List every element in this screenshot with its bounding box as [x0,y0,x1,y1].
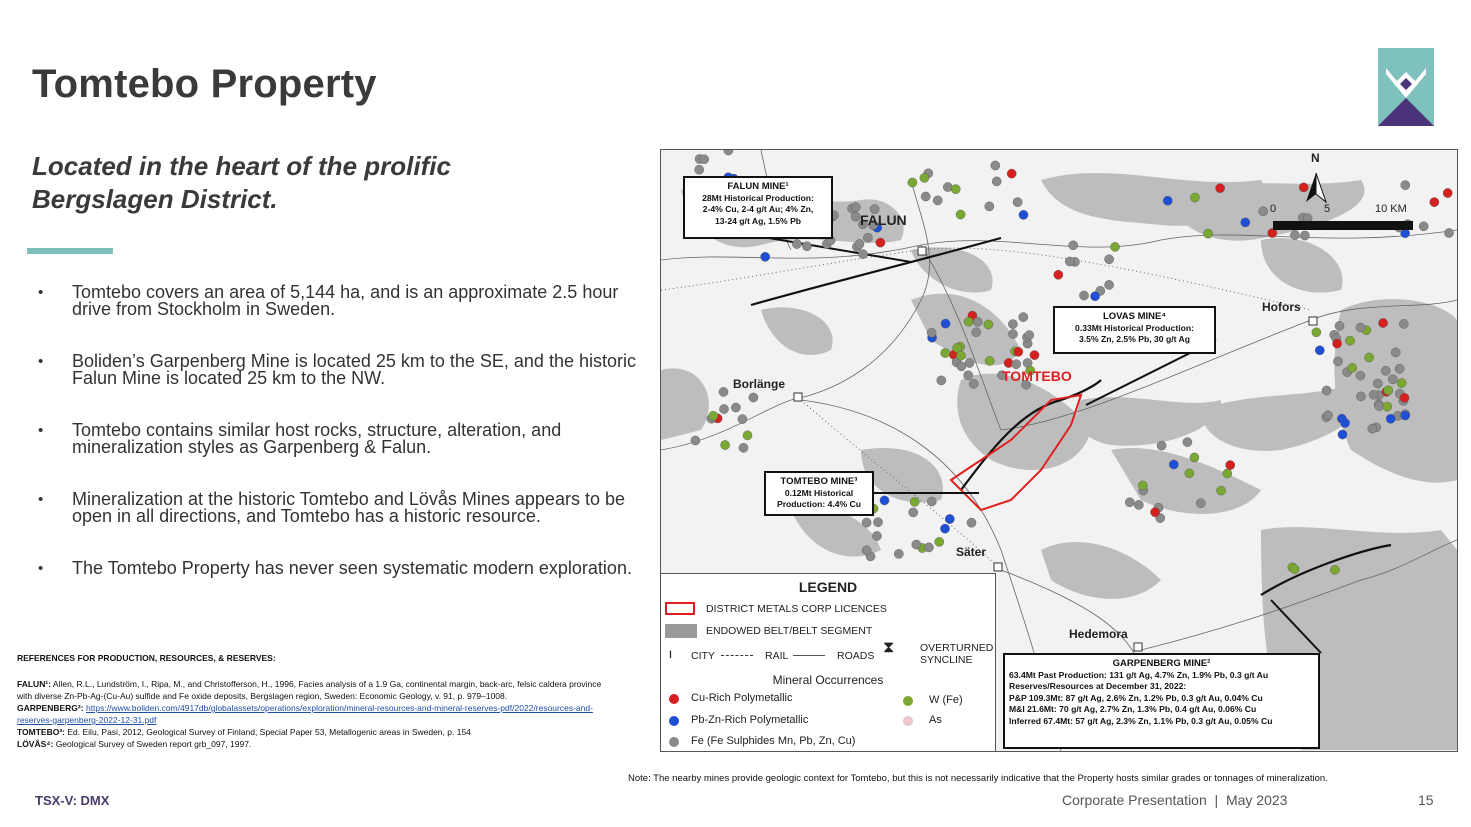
scale-five: 5 [1324,203,1331,215]
page-subtitle: Located in the heart of the prolific Bergslagen District. [32,151,451,214]
occurrence-dot [992,177,1001,186]
occurrence-dot [1190,193,1199,202]
occurrence-dot [941,319,950,328]
occurrence-dot [691,436,700,445]
occurrence-dot [964,371,973,380]
belt-swatch [665,624,697,638]
occurrence-dot [719,404,728,413]
occurrence-dot [1216,184,1225,193]
occurrence-dot [1007,169,1016,178]
occurrence-dot [1444,228,1453,237]
occurrence-dot [1369,390,1378,399]
occurrence-dot [1365,353,1374,362]
garpenberg-reference-link[interactable]: https://www.boliden.com/4917db/globalassets/operations/exploration/mineral-resources-and-mineral-reserves-pdf/2022/resources-and-reserves-garpenberg-2022-12-31.pdf [17,703,593,725]
occurrence-dot [943,182,952,191]
occurrence-dot [1008,320,1017,329]
occurrence-dot [1196,499,1205,508]
place-hofors: Hofors [1262,300,1301,314]
occurrence-dot [1151,508,1160,517]
occurrence-dot [1054,270,1063,279]
occurrence-dot [956,351,965,360]
company-logo-icon [1378,48,1434,126]
place-tomtebo: TOMTEBO [1002,368,1072,384]
occurrence-dot [1226,461,1235,470]
occurrence-dot [743,431,752,440]
occurrence-dot [1300,231,1309,240]
occurrence-dot [695,165,704,174]
bullet-item: • Tomtebo covers an area of 5,144 ha, and is an approximate 2.5 hour drive from Stockholm in Sweden. [38,282,619,319]
occurrence-dot [862,546,871,555]
occurrence-dot [1157,441,1166,450]
occurrence-dot [731,403,740,412]
occurrence-dot [1399,319,1408,328]
occurrence-dot [1217,486,1226,495]
occurrence-dot [724,150,733,155]
occurrence-dot [1290,230,1299,239]
occurrence-dot [862,518,871,527]
as-occurrence-swatch [903,716,913,726]
occurrence-dot [1134,500,1143,509]
occurrence-dot [1138,481,1147,490]
occurrence-dot [1125,498,1134,507]
disclaimer-note: Note: The nearby mines provide geologic context for Tomtebo, but this is not necessarily indicative that the Property hosts similar grades or tonnages of mineralization. [628,773,1328,784]
occurrence-dot [1204,229,1213,238]
occurrence-dot [1400,393,1409,402]
occurrence-dot [933,196,942,205]
occurrence-dot [1190,453,1199,462]
map-legend: LEGEND DISTRICT METALS CORP LICENCES ENDOWED BELT/BELT SEGMENT ǀ CITY RAIL ROADS ⧗ OVERTURNED SYNCLINE Mineral Occurrences Cu-Rich Polymetallic Pb-Zn-Rich Polymetallic Fe (Fe Sulphides Mn, Pb, Zn, Cu) W (Fe) As [661,573,996,751]
occurrence-dot [1091,292,1100,301]
occurrence-dot [894,549,903,558]
occurrence-dot [1381,366,1390,375]
occurrence-dot [873,518,882,527]
occurrence-dot [855,239,864,248]
occurrence-dot [912,540,921,549]
occurrence-dot [964,317,973,326]
occurrence-dot [851,212,860,221]
occurrence-dot [991,161,1000,170]
callout-lovas-mine: LOVAS MINE⁴ 0.33Mt Historical Production: 3.5% Zn, 2.5% Pb, 30 g/t Ag [1053,306,1216,354]
north-label: N [1311,151,1320,165]
occurrence-dot [738,415,747,424]
location-map [660,149,1458,752]
occurrence-dot [1379,318,1388,327]
pbzn-occurrence-swatch [669,716,679,726]
occurrence-dot [1025,331,1034,340]
bullet-item: • Boliden’s Garpenberg Mine is located 25 km to the SE, and the historic Falun Mine is located 25 km to the NW. [38,351,636,388]
occurrence-dot [872,531,881,540]
rail-swatch [721,655,753,656]
occurrence-dot [876,238,885,247]
occurrence-dot [1368,424,1377,433]
occurrence-dot [1019,313,1028,322]
occurrence-dot [1323,411,1332,420]
scale-ten: 10 KM [1375,203,1407,215]
occurrence-dot [924,543,933,552]
references-heading: REFERENCES FOR PRODUCTION, RESOURCES, & RESERVES: [17,653,276,663]
occurrence-dot [1388,375,1397,384]
city-icon: ǀ [669,649,672,661]
occurrence-dot [1401,181,1410,190]
occurrence-dot [1312,328,1321,337]
occurrence-dot [761,252,770,261]
fe-occurrence-swatch [669,737,679,747]
occurrence-dot [927,328,936,337]
occurrence-dot [1105,280,1114,289]
occurrence-dot [965,358,974,367]
occurrence-dot [858,250,867,259]
occurrence-dot [1373,379,1382,388]
occurrence-dot [1443,188,1452,197]
occurrence-dot [1008,329,1017,338]
occurrence-dot [1356,371,1365,380]
occurrence-dot [1419,222,1428,231]
occurrence-dot [910,497,919,506]
occurrence-dot [973,317,982,326]
occurrence-dot [935,537,944,546]
occurrence-dot [1259,207,1268,216]
occurrence-dot [1163,196,1172,205]
occurrence-dot [984,320,993,329]
occurrence-dot [951,185,960,194]
occurrence-dot [1356,323,1365,332]
licence-swatch [665,602,695,615]
occurrence-dot [719,387,728,396]
occurrence-dot [1330,565,1339,574]
occurrence-dot [1395,364,1404,373]
occurrence-dot [1333,339,1342,348]
occurrence-dot [1375,402,1384,411]
occurrence-dot [1401,411,1410,420]
occurrence-dot [1333,357,1342,366]
occurrence-dot [1391,348,1400,357]
occurrence-dot [1345,336,1354,345]
occurrence-dot [956,210,965,219]
occurrence-dot [1299,183,1308,192]
scale-bar [1273,221,1413,230]
occurrence-dot [700,155,709,164]
occurrence-dot [792,239,801,248]
occurrence-dot [1356,392,1365,401]
occurrence-dot [937,376,946,385]
occurrence-dot [972,328,981,337]
occurrence-dot [957,362,966,371]
occurrence-dot [941,348,950,357]
occurrence-dot [880,496,889,505]
occurrence-dot [1110,242,1119,251]
occurrence-dot [1079,291,1088,300]
place-hedemora: Hedemora [1069,627,1128,641]
occurrence-dot [1014,347,1023,356]
occurrence-dot [920,173,929,182]
w-occurrence-swatch [903,696,913,706]
occurrence-dot [1348,363,1357,372]
occurrence-dot [1335,321,1344,330]
roads-swatch [793,655,825,656]
occurrence-dot [1322,386,1331,395]
occurrence-dot [1030,351,1039,360]
occurrence-dot [1386,414,1395,423]
occurrence-dot [927,497,936,506]
accent-bar [27,248,113,254]
occurrence-dot [1065,257,1074,266]
occurrence-dot [721,440,730,449]
occurrence-dot [1290,564,1299,573]
page-title: Tomtebo Property [32,62,377,106]
occurrence-dot [1430,198,1439,207]
occurrence-dot [940,524,949,533]
occurrence-dot [1341,418,1350,427]
occurrence-dot [1315,346,1324,355]
occurrence-dot [1338,430,1347,439]
footer-presentation: Corporate Presentation | May 2023 [1062,792,1288,808]
scale-zero: 0 [1270,203,1277,215]
occurrence-dot [1223,469,1232,478]
occurrence-dot [985,356,994,365]
syncline-icon: ⧗ [883,639,895,656]
occurrence-dot [909,508,918,517]
occurrence-dot [1241,218,1250,227]
occurrence-dot [739,443,748,452]
bullet-item: • Mineralization at the historic Tomtebo and Lövås Mines appears to be open in all directions, and Tomtebo has a historic resource. [38,489,625,526]
occurrence-dot [945,514,954,523]
bullet-item: • The Tomtebo Property has never seen systematic modern exploration. [38,558,632,578]
occurrence-dot [749,393,758,402]
callout-garpenberg-mine: GARPENBERG MINE² 63.4Mt Past Production: 131 g/t Ag, 4.7% Zn, 1.9% Pb, 0.3 g/t Au Reserves/Resources at December 31, 2022: P&P 109.3Mt: 87 g/t Ag, 2.6% Zn, 1.2% Pb, 0.3 g/t Au, 0.04% Cu M&I 21.6Mt: 70 g/t Ag, 2.7% Zn, 1.3% Pb, 0.4 g/t Au, 0.06% Cu Inferred 67.4Mt: 57 g/t Ag, 2.3% Zn, 1.1% Pb, 0.3 g/t Au, 0.05% Cu [1003,653,1320,749]
callout-tomtebo-mine: TOMTEBO MINE³ 0.12Mt Historical Production: 4.4% Cu [764,471,874,516]
occurrence-dot [863,233,872,242]
occurrence-dot [1013,198,1022,207]
occurrence-dot [1397,379,1406,388]
occurrence-dot [1069,241,1078,250]
place-sater: Säter [956,545,987,559]
occurrence-dot [985,202,994,211]
occurrence-dot [802,242,811,251]
occurrence-dot [1183,438,1192,447]
callout-falun-mine: FALUN MINE¹ 28Mt Historical Production: 2-4% Cu, 2-4 g/t Au; 4% Zn, 13-24 g/t Ag, 1.5% Pb [683,176,833,239]
occurrence-dot [1019,210,1028,219]
cu-occurrence-swatch [669,694,679,704]
footer-ticker: TSX-V: DMX [35,793,110,808]
occurrence-dot [921,192,930,201]
occurrence-dot [1169,460,1178,469]
place-borlange: Borlänge [733,377,786,391]
occurrence-dot [709,411,718,420]
occurrence-dot [851,203,860,212]
legend-title: LEGEND [798,579,858,595]
references: REFERENCES FOR PRODUCTION, RESOURCES, & RESERVES: FALUN¹: Allen, R.L., Lundström, I., Ripa, M., and Christofferson, H., 1996, Facies analysis of a 1.9 Ga, continental margin, back-arc, felsic caldera province with diverse Zn-Pb-Ag-(Cu-Au) sulfide and Fe oxide deposits, Bergslagen region, Sweden: Economic Geology, v. 91, p. 979–1008. GARPENBERG²: https://www.boliden.com/4917db/globalassets/operations/exploration/mineral-resources-and-mineral-reserves-pdf/2022/resources-and-reserves-garpenberg-2022-12-31.pdf TOMTEBO³: Ed. Eilu, Pasi, 2012, Geological Survey of Finland, Special Paper 53, Metallogenic areas in Sweden, p. 154 LÖVÅS⁴: Geological Survey of Sweden report grb_097, 1997. [17,652,617,750]
occurrence-dot [1383,402,1392,411]
occurrence-dot [1105,255,1114,264]
occurrence-dot [1185,469,1194,478]
occurrence-dot [967,518,976,527]
bullet-item: • Tomtebo contains similar host rocks, structure, alteration, and mineralization styles as Garpenberg & Falun. [38,420,562,457]
occurrence-dot [908,178,917,187]
place-falun: FALUN [860,212,907,228]
bullet-list [38,284,638,612]
occurrence-dot [969,379,978,388]
page-number: 15 [1418,792,1434,808]
occurrence-dot [1384,386,1393,395]
